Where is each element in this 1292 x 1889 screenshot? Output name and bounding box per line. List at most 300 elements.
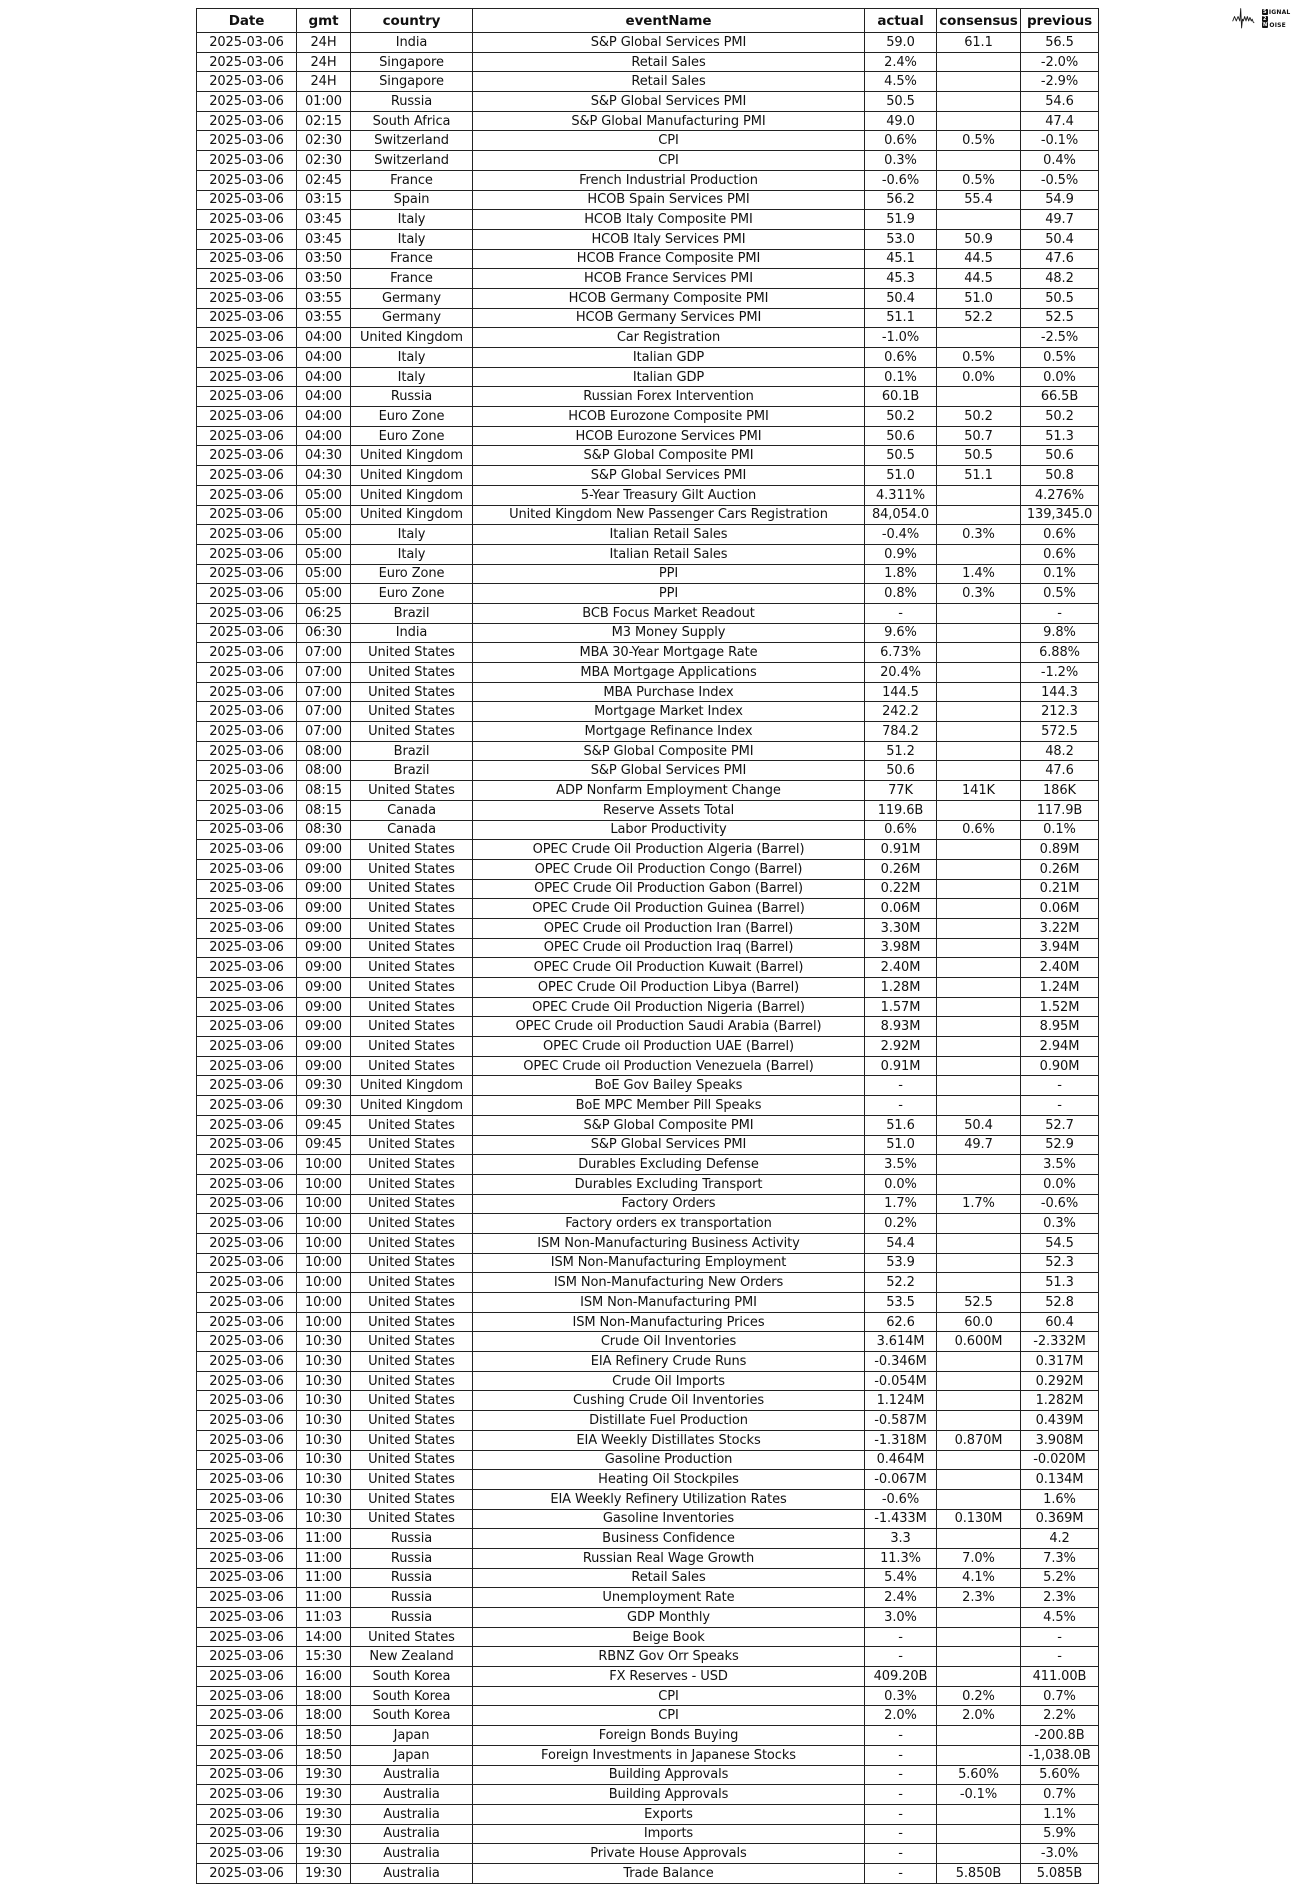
cell-previous: 9.8% (1021, 623, 1099, 643)
table-row (197, 1765, 1099, 1785)
cell-event-name: FX Reserves - USD (473, 1667, 865, 1687)
cell-actual: 0.3% (865, 1686, 937, 1706)
cell-country: United Kingdom (351, 446, 473, 466)
cell-actual: 50.5 (865, 92, 937, 112)
cell-previous: 7.3% (1021, 1548, 1099, 1568)
cell-event-name: Business Confidence (473, 1529, 865, 1549)
cell-gmt: 08:15 (297, 800, 351, 820)
cell-date: 2025-03-06 (197, 840, 297, 860)
cell-event-name: OPEC Crude Oil Production Congo (Barrel) (473, 859, 865, 879)
cell-consensus (937, 1608, 1021, 1628)
cell-actual: 784.2 (865, 722, 937, 742)
cell-country: Italy (351, 544, 473, 564)
cell-date: 2025-03-06 (197, 1529, 297, 1549)
cell-gmt: 19:30 (297, 1863, 351, 1883)
table-row (197, 1056, 1099, 1076)
cell-country: Singapore (351, 72, 473, 92)
cell-event-name: Russian Forex Intervention (473, 387, 865, 407)
cell-consensus: 51.0 (937, 288, 1021, 308)
cell-gmt: 09:45 (297, 1135, 351, 1155)
cell-country: United States (351, 682, 473, 702)
table-row (197, 72, 1099, 92)
cell-country: United Kingdom (351, 1096, 473, 1116)
cell-country: United States (351, 859, 473, 879)
cell-consensus: 0.3% (937, 525, 1021, 545)
cell-date: 2025-03-06 (197, 702, 297, 722)
cell-previous: 0.0% (1021, 1174, 1099, 1194)
cell-event-name: Labor Productivity (473, 820, 865, 840)
table-row (197, 1096, 1099, 1116)
cell-gmt: 18:00 (297, 1706, 351, 1726)
cell-gmt: 09:00 (297, 1037, 351, 1057)
cell-gmt: 10:00 (297, 1253, 351, 1273)
cell-date: 2025-03-06 (197, 938, 297, 958)
cell-actual: - (865, 1627, 937, 1647)
cell-date: 2025-03-06 (197, 1293, 297, 1313)
cell-previous: 5.9% (1021, 1824, 1099, 1844)
cell-gmt: 02:15 (297, 111, 351, 131)
cell-consensus: 5.60% (937, 1765, 1021, 1785)
table-row (197, 1844, 1099, 1864)
logo-letter-s: S (1263, 9, 1267, 15)
cell-event-name: S&P Global Composite PMI (473, 741, 865, 761)
table-row (197, 131, 1099, 151)
cell-gmt: 19:30 (297, 1844, 351, 1864)
cell-actual: 50.6 (865, 426, 937, 446)
cell-date: 2025-03-06 (197, 1037, 297, 1057)
cell-previous: - (1021, 603, 1099, 623)
cell-gmt: 04:00 (297, 328, 351, 348)
cell-gmt: 08:00 (297, 761, 351, 781)
cell-date: 2025-03-06 (197, 505, 297, 525)
cell-gmt: 06:30 (297, 623, 351, 643)
table-row (197, 682, 1099, 702)
cell-date: 2025-03-06 (197, 722, 297, 742)
cell-event-name: United Kingdom New Passenger Cars Registration (473, 505, 865, 525)
cell-date: 2025-03-06 (197, 367, 297, 387)
cell-event-name: OPEC Crude Oil Production Libya (Barrel) (473, 978, 865, 998)
cell-date: 2025-03-06 (197, 544, 297, 564)
cell-country: Singapore (351, 52, 473, 72)
cell-country: Russia (351, 1568, 473, 1588)
cell-previous: 1.24M (1021, 978, 1099, 998)
cell-previous: 51.3 (1021, 1273, 1099, 1293)
cell-country: Australia (351, 1863, 473, 1883)
cell-date: 2025-03-06 (197, 643, 297, 663)
table-row (197, 485, 1099, 505)
cell-event-name: Crude Oil Inventories (473, 1332, 865, 1352)
cell-actual: 0.9% (865, 544, 937, 564)
cell-date: 2025-03-06 (197, 584, 297, 604)
cell-date: 2025-03-06 (197, 1824, 297, 1844)
cell-country: United States (351, 958, 473, 978)
column-header-gmt: gmt (297, 9, 351, 33)
table-row (197, 1588, 1099, 1608)
cell-actual: 56.2 (865, 190, 937, 210)
cell-country: United States (351, 1037, 473, 1057)
cell-consensus (937, 1037, 1021, 1057)
cell-consensus: 2.3% (937, 1588, 1021, 1608)
table-header-row (197, 9, 1099, 33)
cell-previous: -2.332M (1021, 1332, 1099, 1352)
cell-date: 2025-03-06 (197, 308, 297, 328)
cell-consensus: 51.1 (937, 466, 1021, 486)
table-row (197, 210, 1099, 230)
cell-event-name: Private House Approvals (473, 1844, 865, 1864)
cell-country: United States (351, 1155, 473, 1175)
cell-previous: 54.5 (1021, 1233, 1099, 1253)
cell-date: 2025-03-06 (197, 958, 297, 978)
cell-event-name: ISM Non-Manufacturing PMI (473, 1293, 865, 1313)
cell-country: Canada (351, 800, 473, 820)
cell-consensus (937, 92, 1021, 112)
cell-consensus (937, 840, 1021, 860)
cell-event-name: CPI (473, 1686, 865, 1706)
cell-country: Australia (351, 1824, 473, 1844)
cell-previous: 2.40M (1021, 958, 1099, 978)
cell-previous: 5.2% (1021, 1568, 1099, 1588)
cell-gmt: 10:30 (297, 1352, 351, 1372)
table-row (197, 1293, 1099, 1313)
cell-event-name: S&P Global Services PMI (473, 1135, 865, 1155)
cell-country: United States (351, 938, 473, 958)
signal2noise-logo (1231, 3, 1290, 34)
cell-country: United States (351, 1450, 473, 1470)
cell-actual: 50.5 (865, 446, 937, 466)
cell-date: 2025-03-06 (197, 1450, 297, 1470)
cell-gmt: 10:30 (297, 1332, 351, 1352)
cell-consensus: -0.1% (937, 1785, 1021, 1805)
cell-consensus (937, 52, 1021, 72)
waveform-icon (1231, 3, 1261, 34)
cell-consensus: 0.600M (937, 1332, 1021, 1352)
cell-consensus (937, 1253, 1021, 1273)
cell-country: Brazil (351, 761, 473, 781)
cell-country: United Kingdom (351, 328, 473, 348)
cell-event-name: BCB Focus Market Readout (473, 603, 865, 623)
table-row (197, 584, 1099, 604)
cell-gmt: 10:30 (297, 1470, 351, 1490)
cell-actual: 0.464M (865, 1450, 937, 1470)
cell-date: 2025-03-06 (197, 1844, 297, 1864)
cell-gmt: 03:45 (297, 229, 351, 249)
cell-previous: 48.2 (1021, 741, 1099, 761)
cell-actual: - (865, 603, 937, 623)
cell-country: United States (351, 1312, 473, 1332)
cell-event-name: French Industrial Production (473, 170, 865, 190)
table-row (197, 1155, 1099, 1175)
column-header-consensus: consensus (937, 9, 1021, 33)
cell-date: 2025-03-06 (197, 1253, 297, 1273)
cell-gmt: 09:00 (297, 879, 351, 899)
cell-previous: 0.7% (1021, 1686, 1099, 1706)
table-row (197, 1076, 1099, 1096)
table-row (197, 1037, 1099, 1057)
cell-actual: -0.346M (865, 1352, 937, 1372)
cell-consensus (937, 1627, 1021, 1647)
cell-gmt: 02:30 (297, 151, 351, 171)
cell-date: 2025-03-06 (197, 663, 297, 683)
cell-date: 2025-03-06 (197, 1627, 297, 1647)
cell-gmt: 09:45 (297, 1115, 351, 1135)
cell-consensus (937, 1844, 1021, 1864)
cell-gmt: 18:50 (297, 1745, 351, 1765)
cell-previous: 0.4% (1021, 151, 1099, 171)
cell-actual: 2.92M (865, 1037, 937, 1057)
cell-country: South Africa (351, 111, 473, 131)
cell-event-name: CPI (473, 151, 865, 171)
cell-country: United States (351, 997, 473, 1017)
cell-event-name: Durables Excluding Defense (473, 1155, 865, 1175)
cell-consensus (937, 722, 1021, 742)
table-row (197, 111, 1099, 131)
cell-consensus: 0.5% (937, 170, 1021, 190)
cell-date: 2025-03-06 (197, 269, 297, 289)
cell-gmt: 10:30 (297, 1509, 351, 1529)
table-row (197, 1214, 1099, 1234)
cell-actual: -0.067M (865, 1470, 937, 1490)
cell-consensus (937, 1804, 1021, 1824)
cell-actual: - (865, 1765, 937, 1785)
cell-gmt: 10:00 (297, 1273, 351, 1293)
cell-previous: - (1021, 1647, 1099, 1667)
cell-date: 2025-03-06 (197, 52, 297, 72)
cell-consensus (937, 1096, 1021, 1116)
cell-consensus: 0.870M (937, 1430, 1021, 1450)
cell-date: 2025-03-06 (197, 1706, 297, 1726)
cell-country: United States (351, 1332, 473, 1352)
cell-gmt: 10:00 (297, 1293, 351, 1313)
cell-country: United States (351, 1273, 473, 1293)
cell-date: 2025-03-06 (197, 899, 297, 919)
cell-gmt: 10:00 (297, 1214, 351, 1234)
cell-country: United Kingdom (351, 485, 473, 505)
cell-event-name: S&P Global Services PMI (473, 761, 865, 781)
logo-letter-2: 2 (1263, 15, 1267, 22)
logo-letter-n: N (1263, 22, 1268, 28)
table-row (197, 1332, 1099, 1352)
cell-gmt: 08:30 (297, 820, 351, 840)
cell-gmt: 04:00 (297, 387, 351, 407)
cell-country: Australia (351, 1804, 473, 1824)
cell-date: 2025-03-06 (197, 525, 297, 545)
cell-gmt: 02:30 (297, 131, 351, 151)
cell-previous: 1.52M (1021, 997, 1099, 1017)
cell-date: 2025-03-06 (197, 1233, 297, 1253)
cell-country: New Zealand (351, 1647, 473, 1667)
cell-date: 2025-03-06 (197, 190, 297, 210)
cell-event-name: Foreign Bonds Buying (473, 1726, 865, 1746)
table-row (197, 288, 1099, 308)
table-row (197, 623, 1099, 643)
cell-gmt: 07:00 (297, 722, 351, 742)
cell-date: 2025-03-06 (197, 170, 297, 190)
cell-actual: - (865, 1824, 937, 1844)
cell-actual: 50.2 (865, 407, 937, 427)
cell-date: 2025-03-06 (197, 466, 297, 486)
cell-country: India (351, 623, 473, 643)
cell-country: France (351, 249, 473, 269)
cell-country: Russia (351, 1588, 473, 1608)
cell-event-name: Beige Book (473, 1627, 865, 1647)
cell-consensus: 5.850B (937, 1863, 1021, 1883)
cell-previous: - (1021, 1076, 1099, 1096)
cell-date: 2025-03-06 (197, 210, 297, 230)
cell-gmt: 03:50 (297, 249, 351, 269)
cell-previous: 52.7 (1021, 1115, 1099, 1135)
cell-actual: - (865, 1726, 937, 1746)
cell-gmt: 09:00 (297, 978, 351, 998)
cell-actual: 5.4% (865, 1568, 937, 1588)
cell-country: Canada (351, 820, 473, 840)
cell-date: 2025-03-06 (197, 407, 297, 427)
cell-previous: 50.4 (1021, 229, 1099, 249)
cell-country: United States (351, 1174, 473, 1194)
cell-country: France (351, 269, 473, 289)
cell-date: 2025-03-06 (197, 682, 297, 702)
cell-gmt: 05:00 (297, 544, 351, 564)
cell-previous: 52.5 (1021, 308, 1099, 328)
cell-event-name: Factory orders ex transportation (473, 1214, 865, 1234)
cell-actual: 3.98M (865, 938, 937, 958)
cell-event-name: Trade Balance (473, 1863, 865, 1883)
cell-date: 2025-03-06 (197, 1430, 297, 1450)
cell-previous: 0.6% (1021, 544, 1099, 564)
cell-consensus: 50.2 (937, 407, 1021, 427)
table-row (197, 781, 1099, 801)
cell-actual: -1.318M (865, 1430, 937, 1450)
cell-consensus (937, 1667, 1021, 1687)
cell-consensus: 0.2% (937, 1686, 1021, 1706)
cell-actual: 3.5% (865, 1155, 937, 1175)
cell-previous: 0.1% (1021, 820, 1099, 840)
cell-gmt: 10:00 (297, 1312, 351, 1332)
cell-gmt: 08:00 (297, 741, 351, 761)
cell-previous: 0.06M (1021, 899, 1099, 919)
cell-country: Euro Zone (351, 564, 473, 584)
cell-event-name: S&P Global Services PMI (473, 33, 865, 53)
cell-date: 2025-03-06 (197, 1785, 297, 1805)
cell-actual: 0.0% (865, 1174, 937, 1194)
cell-consensus: 50.9 (937, 229, 1021, 249)
table-row (197, 1667, 1099, 1687)
cell-actual: - (865, 1096, 937, 1116)
cell-consensus (937, 1056, 1021, 1076)
cell-gmt: 03:45 (297, 210, 351, 230)
cell-gmt: 10:30 (297, 1430, 351, 1450)
cell-country: United Kingdom (351, 1076, 473, 1096)
table-row (197, 899, 1099, 919)
cell-gmt: 03:50 (297, 269, 351, 289)
cell-country: Australia (351, 1844, 473, 1864)
cell-event-name: PPI (473, 584, 865, 604)
cell-consensus (937, 1371, 1021, 1391)
cell-actual: 409.20B (865, 1667, 937, 1687)
cell-event-name: OPEC Crude Oil Production Nigeria (Barrel) (473, 997, 865, 1017)
column-header-country: country (351, 9, 473, 33)
column-header-previous: previous (1021, 9, 1099, 33)
cell-event-name: OPEC Crude Oil Production Gabon (Barrel) (473, 879, 865, 899)
cell-event-name: CPI (473, 131, 865, 151)
cell-previous: -0.020M (1021, 1450, 1099, 1470)
cell-date: 2025-03-06 (197, 859, 297, 879)
cell-previous: 0.26M (1021, 859, 1099, 879)
cell-gmt: 05:00 (297, 525, 351, 545)
cell-event-name: Gasoline Inventories (473, 1509, 865, 1529)
cell-gmt: 07:00 (297, 643, 351, 663)
cell-gmt: 09:30 (297, 1076, 351, 1096)
table-row (197, 525, 1099, 545)
cell-actual: 45.3 (865, 269, 937, 289)
cell-previous: 0.90M (1021, 1056, 1099, 1076)
cell-previous: 0.89M (1021, 840, 1099, 860)
cell-event-name: HCOB Germany Composite PMI (473, 288, 865, 308)
cell-previous: 50.2 (1021, 407, 1099, 427)
cell-gmt: 09:00 (297, 1056, 351, 1076)
cell-actual: 77K (865, 781, 937, 801)
cell-previous: 56.5 (1021, 33, 1099, 53)
cell-event-name: EIA Refinery Crude Runs (473, 1352, 865, 1372)
cell-gmt: 11:00 (297, 1568, 351, 1588)
cell-country: Switzerland (351, 131, 473, 151)
cell-date: 2025-03-06 (197, 288, 297, 308)
cell-actual: 50.6 (865, 761, 937, 781)
column-header-actual: actual (865, 9, 937, 33)
cell-previous: -0.6% (1021, 1194, 1099, 1214)
cell-consensus (937, 702, 1021, 722)
cell-consensus: 0.3% (937, 584, 1021, 604)
cell-previous: 0.317M (1021, 1352, 1099, 1372)
cell-consensus: 0.6% (937, 820, 1021, 840)
table-row (197, 997, 1099, 1017)
cell-country: Italy (351, 229, 473, 249)
table-row (197, 741, 1099, 761)
cell-actual: 60.1B (865, 387, 937, 407)
cell-actual: 2.4% (865, 1588, 937, 1608)
table-row (197, 1352, 1099, 1372)
cell-gmt: 09:00 (297, 938, 351, 958)
cell-consensus (937, 1450, 1021, 1470)
cell-consensus (937, 485, 1021, 505)
cell-gmt: 10:00 (297, 1155, 351, 1175)
cell-event-name: Car Registration (473, 328, 865, 348)
cell-country: Switzerland (351, 151, 473, 171)
cell-date: 2025-03-06 (197, 249, 297, 269)
cell-consensus: 52.2 (937, 308, 1021, 328)
cell-actual: 1.124M (865, 1391, 937, 1411)
cell-gmt: 05:00 (297, 584, 351, 604)
cell-date: 2025-03-06 (197, 1273, 297, 1293)
cell-country: United States (351, 663, 473, 683)
cell-country: Russia (351, 92, 473, 112)
cell-previous: -1,038.0B (1021, 1745, 1099, 1765)
cell-event-name: S&P Global Services PMI (473, 466, 865, 486)
cell-actual: -0.587M (865, 1411, 937, 1431)
cell-event-name: Factory Orders (473, 1194, 865, 1214)
cell-previous: 3.94M (1021, 938, 1099, 958)
cell-previous: 8.95M (1021, 1017, 1099, 1037)
cell-previous: 3.5% (1021, 1155, 1099, 1175)
cell-country: United States (351, 1115, 473, 1135)
cell-previous: 117.9B (1021, 800, 1099, 820)
cell-event-name: OPEC Crude Oil Production Guinea (Barrel) (473, 899, 865, 919)
cell-actual: - (865, 1076, 937, 1096)
cell-gmt: 03:55 (297, 308, 351, 328)
table-row (197, 1489, 1099, 1509)
cell-date: 2025-03-06 (197, 1115, 297, 1135)
cell-country: Japan (351, 1745, 473, 1765)
cell-previous: 3.908M (1021, 1430, 1099, 1450)
